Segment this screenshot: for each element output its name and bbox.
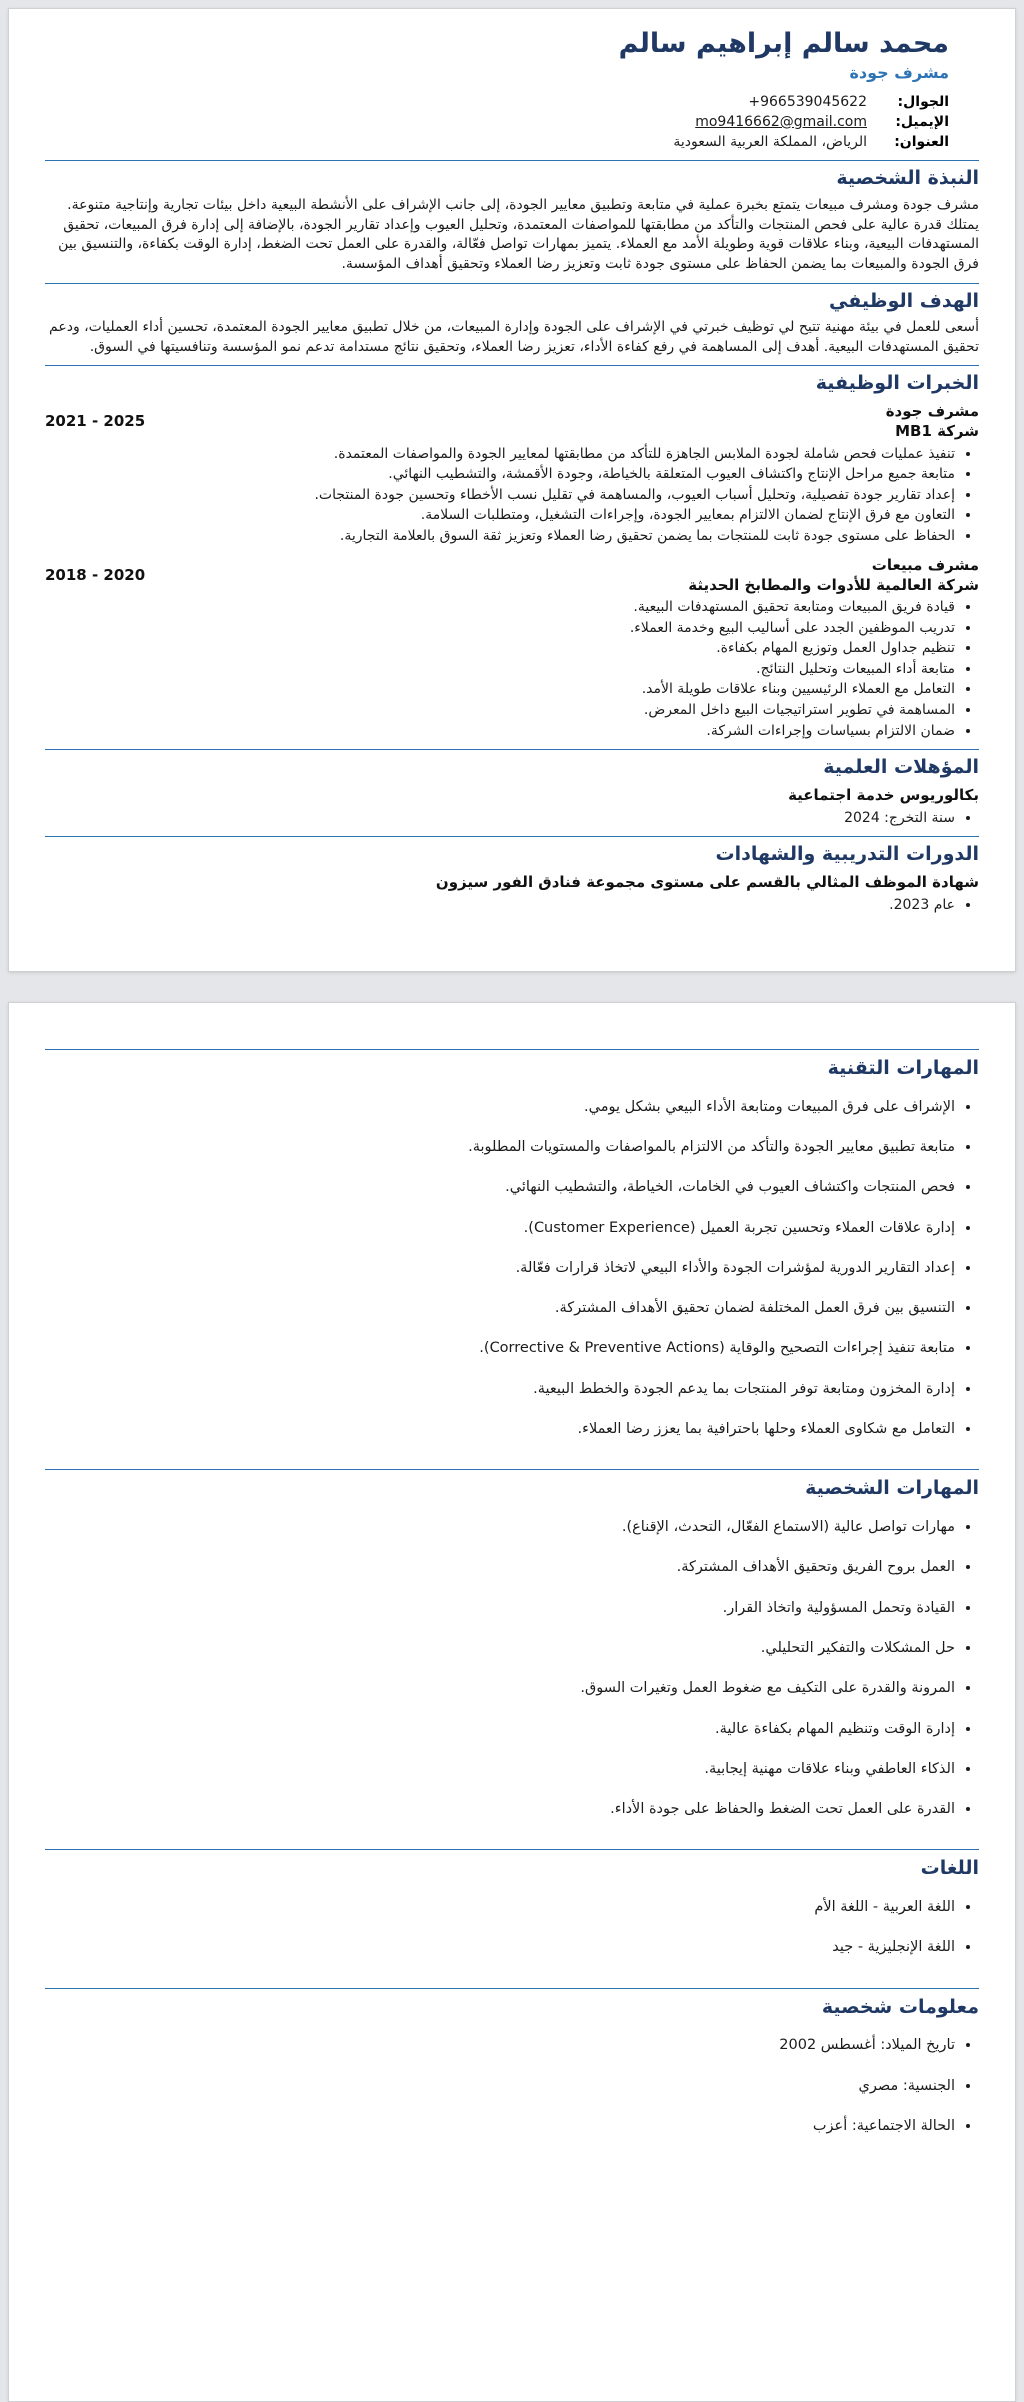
- job-bullet: • ضمان الالتزام بسياسات وإجراءات الشركة.: [45, 722, 955, 742]
- technical-skill-item: • إعداد التقارير الدورية لمؤشرات الجودة والأداء البيعي لاتخاذ قرارات فعّالة.: [45, 1258, 955, 1278]
- technical-skill-item: • إدارة علاقات العملاء وتحسين تجربة العميل (Customer Experience).: [45, 1218, 955, 1238]
- personal-skill-item: • مهارات تواصل عالية (الاستماع الفعّال، التحدث، الإقناع).: [45, 1517, 955, 1537]
- personal-info-item: • الحالة الاجتماعية: أعزب: [45, 2116, 955, 2136]
- candidate-job-title: مشرف جودة: [849, 62, 949, 82]
- job-bullet: • المساهمة في تطوير استراتيجيات البيع داخل المعرض.: [45, 701, 955, 721]
- objective-text: أسعى للعمل في بيئة مهنية تتيح لي توظيف خبرتي في الإشراف على الجودة وإدارة المبيعات، من خلال تطبيق معايير الجودة المعتمدة، تحسين أداء العمليات، ودعم تحقيق المستهدفات البيعية. أهدف إلى المساهمة في رفع كفاءة الأداء، تعزيز رضا العملاء، وتحقيق نتائج مستدامة تدعم نمو المؤسسة وتنافسيتها في السوق.: [49, 319, 979, 355]
- job-bullet: • تنفيذ عمليات فحص شاملة لجودة الملابس الجاهزة للتأكد من مطابقتها لمعايير الجودة والمواصفات المعتمدة.: [45, 445, 955, 465]
- personal-skill-item: • القيادة وتحمل المسؤولية واتخاذ القرار.: [45, 1598, 955, 1618]
- personal-skills-list: [45, 1517, 979, 1819]
- candidate-name: محمد سالم إبراهيم سالم: [618, 28, 949, 59]
- job-bullet: • إعداد تقارير جودة تفصيلية، وتحليل أسباب العيوب، والمساهمة في تقليل نسب الأخطاء وتحسين جودة المنتجات.: [45, 486, 955, 506]
- job-company: شركة العالمية للأدوات والمطابخ الحديثة: [688, 575, 979, 594]
- phone-label: الجوال:: [897, 93, 949, 110]
- section-education: [45, 749, 979, 828]
- technical-skill-item: • متابعة تطبيق معايير الجودة والتأكد من الالتزام بالمواصفات والمستويات المطلوبة.: [45, 1137, 955, 1157]
- resume-page-1: [8, 8, 1016, 972]
- personal-info-item: • تاريخ الميلاد: أغسطس 2002: [45, 2035, 955, 2055]
- contact-row-email: [75, 112, 949, 132]
- job-entry-2-header: [45, 555, 979, 596]
- technical-skill-item: • الإشراف على فرق المبيعات ومتابعة الأداء البيعي بشكل يومي.: [45, 1097, 955, 1117]
- contact-info: [75, 92, 949, 153]
- job-bullet: • تنظيم جداول العمل وتوزيع المهام بكفاءة.: [45, 639, 955, 659]
- job-role: مشرف مبيعات: [871, 555, 979, 574]
- address-label: العنوان:: [894, 134, 949, 151]
- section-languages: [45, 1849, 979, 1957]
- certificate-title: شهادة الموظف المثالي بالقسم على مستوى مجموعة فنادق الفور سيزون: [435, 873, 979, 892]
- summary-heading: النبذة الشخصية: [45, 160, 979, 191]
- section-summary: [45, 160, 979, 274]
- personal-skill-item: • المرونة والقدرة على التكيف مع ضغوط العمل وتغيرات السوق.: [45, 1678, 955, 1698]
- job-bullet: • التعامل مع العملاء الرئيسيين وبناء علاقات طويلة الأمد.: [45, 680, 955, 700]
- section-personal-info: [45, 1988, 979, 2137]
- section-objective: [45, 283, 979, 358]
- personal-skill-item: • حل المشكلات والتفكير التحليلي.: [45, 1638, 955, 1658]
- job-bullet: • التعاون مع فرق الإنتاج لضمان الالتزام بمعايير الجودة، وإجراءات التشغيل، ومتطلبات السلامة.: [45, 506, 955, 526]
- contact-row-address: [75, 132, 949, 152]
- job-entry-1-titles: [886, 401, 979, 442]
- job-dates: 2018 - 2020: [45, 565, 146, 584]
- job-bullet: • قيادة فريق المبيعات ومتابعة تحقيق المستهدفات البيعية.: [45, 598, 955, 618]
- education-bullets: [45, 809, 979, 829]
- personal-skills-heading: المهارات الشخصية: [45, 1469, 979, 1501]
- technical-skills-list: [45, 1097, 979, 1440]
- language-item: • اللغة العربية - اللغة الأم: [45, 1897, 955, 1917]
- certification-bullets: [45, 896, 979, 916]
- technical-skills-heading: المهارات التقنية: [45, 1049, 979, 1081]
- job-bullet: • متابعة جميع مراحل الإنتاج واكتشاف العيوب المتعلقة بالخياطة، وجودة الأقمشة، والتشطيب النهائي.: [45, 465, 955, 485]
- technical-skill-item: • فحص المنتجات واكتشاف العيوب في الخامات، الخياطة، والتشطيب النهائي.: [45, 1177, 955, 1197]
- contact-row-phone: [75, 92, 949, 112]
- job-role: مشرف جودة: [885, 402, 979, 421]
- languages-list: [45, 1897, 979, 1958]
- job-company: شركة MB1: [895, 422, 979, 441]
- degree-title: بكالوريوس خدمة اجتماعية: [788, 785, 979, 804]
- address-value: الرياض، المملكة العربية السعودية: [673, 134, 867, 151]
- certification-bullet: • عام 2023.: [45, 896, 955, 916]
- email-label: الإيميل:: [895, 113, 949, 130]
- job-entry-1-header: [45, 401, 979, 442]
- experience-heading: الخبرات الوظيفية: [45, 365, 979, 396]
- personal-skill-item: • إدارة الوقت وتنظيم المهام بكفاءة عالية.: [45, 1719, 955, 1739]
- personal-info-item: • الجنسية: مصري: [45, 2076, 955, 2096]
- section-certifications: [45, 836, 979, 915]
- summary-text: مشرف جودة ومشرف مبيعات يتمتع بخبرة عملية في متابعة وتطبيق معايير الجودة، إلى جانب الإشراف على الأنشطة البيعية داخل بيئات تجارية وإنتاجية متنوعة. يمتلك قدرة عالية على فحص المنتجات والتأكد من مطابقتها للمواصفات المعتمدة، وتحليل العيوب وإعداد تقارير الجودة، بالإضافة إلى إدارة فرق المبيعات، تحقيق المستهدفات البيعية، وبناء علاقات قوية وطويلة الأمد مع العملاء. يتميز بمهارات تواصل فعّالة، والقدرة على العمل تحت الضغط، إدارة الوقت بكفاءة، والتنسيق بين فرق الجودة والمبيعات بما يضمن الحفاظ على مستوى جودة ثابت وتعزيز رضا العملاء وتحقيق أهداف المؤسسة.: [58, 197, 979, 272]
- section-technical-skills: [45, 1049, 979, 1439]
- resume-page-2: [8, 1002, 1016, 2402]
- section-personal-skills: [45, 1469, 979, 1819]
- job-entry-1-bullets: [45, 445, 979, 547]
- language-item: • اللغة الإنجليزية - جيد: [45, 1937, 955, 1957]
- job-bullet: • متابعة أداء المبيعات وتحليل النتائج.: [45, 660, 955, 680]
- personal-skill-item: • الذكاء العاطفي وبناء علاقات مهنية إيجابية.: [45, 1759, 955, 1779]
- technical-skill-item: • التنسيق بين فرق العمل المختلفة لضمان تحقيق الأهداف المشتركة.: [45, 1298, 955, 1318]
- education-bullet: • سنة التخرج: 2024: [45, 809, 955, 829]
- technical-skill-item: • التعامل مع شكاوى العملاء وحلها باحترافية بما يعزز رضا العملاء.: [45, 1419, 955, 1439]
- job-entry-2-titles: [688, 555, 979, 596]
- personal-skill-item: • العمل بروح الفريق وتحقيق الأهداف المشتركة.: [45, 1557, 955, 1577]
- personal-info-list: [45, 2035, 979, 2136]
- document-viewer: [0, 8, 1024, 2402]
- technical-skill-item: • متابعة تنفيذ إجراءات التصحيح والوقاية (Corrective & Preventive Actions).: [45, 1338, 955, 1358]
- job-entry-2-bullets: [45, 598, 979, 741]
- personal-info-heading: معلومات شخصية: [45, 1988, 979, 2020]
- job-bullet: • الحفاظ على مستوى جودة ثابت للمنتجات بما يضمن تحقيق رضا العملاء وتعزيز ثقة السوق بالعلامة التجارية.: [45, 527, 955, 547]
- phone-value: +966539045622: [748, 93, 867, 110]
- section-experience: [45, 365, 979, 741]
- job-entry-2: [45, 555, 979, 742]
- technical-skill-item: • إدارة المخزون ومتابعة توفر المنتجات بما يدعم الجودة والخطط البيعية.: [45, 1379, 955, 1399]
- languages-heading: اللغات: [45, 1849, 979, 1881]
- objective-heading: الهدف الوظيفي: [45, 283, 979, 314]
- resume-header: [45, 27, 979, 152]
- job-dates: 2021 - 2025: [45, 412, 146, 431]
- certifications-heading: الدورات التدريبية والشهادات: [45, 836, 979, 867]
- job-bullet: • تدريب الموظفين الجدد على أساليب البيع وخدمة العملاء.: [45, 619, 955, 639]
- job-entry-1: [45, 401, 979, 546]
- email-link[interactable]: mo9416662@gmail.com: [695, 113, 867, 130]
- education-heading: المؤهلات العلمية: [45, 749, 979, 780]
- personal-skill-item: • القدرة على العمل تحت الضغط والحفاظ على جودة الأداء.: [45, 1799, 955, 1819]
